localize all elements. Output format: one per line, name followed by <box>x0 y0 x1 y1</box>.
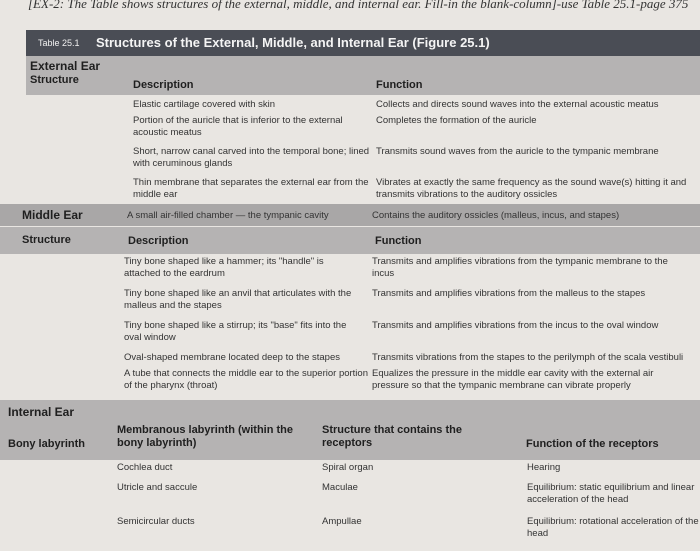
middle-description-header: Description <box>128 235 189 247</box>
middle-header-band <box>0 227 700 254</box>
receptor-function-header: Function of the receptors <box>526 438 659 450</box>
external-row-3-function: Transmits sound waves from the auricle to the tympanic membrane <box>376 146 659 157</box>
internal-row-2-structure: Maculae <box>322 482 358 493</box>
external-section-label: External Ear <box>30 59 101 73</box>
internal-row-3-function: Equilibrium: rotational acceleration of the head <box>527 516 699 539</box>
external-row-1-function: Collects and directs sound waves into the external acoustic meatus <box>376 99 659 110</box>
internal-row-1-membranous: Cochlea duct <box>117 462 173 473</box>
external-row-3-description: Short, narrow canal carved into the temporal bone; lined with ceruminous glands <box>133 146 370 169</box>
middle-band-function: Contains the auditory ossicles (malleus, incus, and stapes) <box>372 210 620 221</box>
bony-labyrinth-header: Bony labyrinth <box>8 438 86 450</box>
middle-function-header: Function <box>375 235 422 247</box>
membranous-labyrinth-header: Membranous labyrinth (within the bony labyrinth) <box>117 424 294 449</box>
internal-row-2-membranous: Utricle and saccule <box>117 482 198 493</box>
middle-structure-header: Structure <box>22 234 71 246</box>
middle-row-4-description: Oval-shaped membrane located deep to the stapes <box>124 352 340 363</box>
internal-row-3-membranous: Semicircular ducts <box>117 516 195 527</box>
middle-row-4-function: Transmits vibrations from the stapes to the perilymph of the scala vestibuli <box>372 352 684 363</box>
caption: [EX-2: The Table shows structures of the external, middle, and internal ear. Fill-in the blank-column]-use Table 25.1-page 375 <box>28 0 689 11</box>
external-structure-header: Structure <box>30 74 79 86</box>
middle-row-3-function: Transmits and amplifies vibrations from the incus to the oval window <box>372 320 659 331</box>
middle-row-1-function: Transmits and amplifies vibrations from the tympanic membrane to the incus <box>372 256 668 279</box>
external-row-2-function: Completes the formation of the auricle <box>376 115 537 126</box>
middle-row-3-description: Tiny bone shaped like a stirrup; its "base" fits into the oval window <box>124 320 347 343</box>
table-label: Table 25.1 <box>38 38 80 48</box>
internal-row-1-structure: Spiral organ <box>322 462 374 473</box>
middle-section-label: Middle Ear <box>22 208 83 222</box>
receptor-structure-header: Structure that contains the receptors <box>322 424 462 449</box>
internal-row-3-structure: Ampullae <box>322 516 362 527</box>
internal-section-label: Internal Ear <box>8 405 75 419</box>
external-row-4-function: Vibrates at exactly the same frequency as the sound wave(s) hitting it and transmits vibrations to the auditory ossicles <box>376 177 687 200</box>
middle-row-2-function: Transmits and amplifies vibrations from the malleus to the stapes <box>372 288 646 299</box>
middle-row-1-description: Tiny bone shaped like a hammer; its "handle" is attached to the eardrum <box>124 256 324 279</box>
table-title: Structures of the External, Middle, and Internal Ear (Figure 25.1) <box>96 35 490 50</box>
external-row-2-description: Portion of the auricle that is inferior to the external acoustic meatus <box>133 115 343 138</box>
internal-row-1-function: Hearing <box>527 462 561 473</box>
external-description-header: Description <box>133 79 194 91</box>
external-row-4-description: Thin membrane that separates the external ear from the middle ear <box>133 177 369 200</box>
external-header-band <box>26 56 700 95</box>
middle-band-description: A small air-filled chamber — the tympanic cavity <box>127 210 329 221</box>
external-row-1-description: Elastic cartilage covered with skin <box>133 99 276 110</box>
middle-row-2-description: Tiny bone shaped like an anvil that articulates with the malleus and the stapes <box>124 288 352 311</box>
internal-row-2-function: Equilibrium: static equilibrium and linear acceleration of the head <box>527 482 695 505</box>
middle-row-5-description: A tube that connects the middle ear to the superior portion of the pharynx (throat) <box>124 368 368 391</box>
middle-row-5-function: Equalizes the pressure in the middle ear cavity with the external air pressure so that the tympanic membrane can vibrate properly <box>372 368 654 391</box>
external-function-header: Function <box>376 79 423 91</box>
